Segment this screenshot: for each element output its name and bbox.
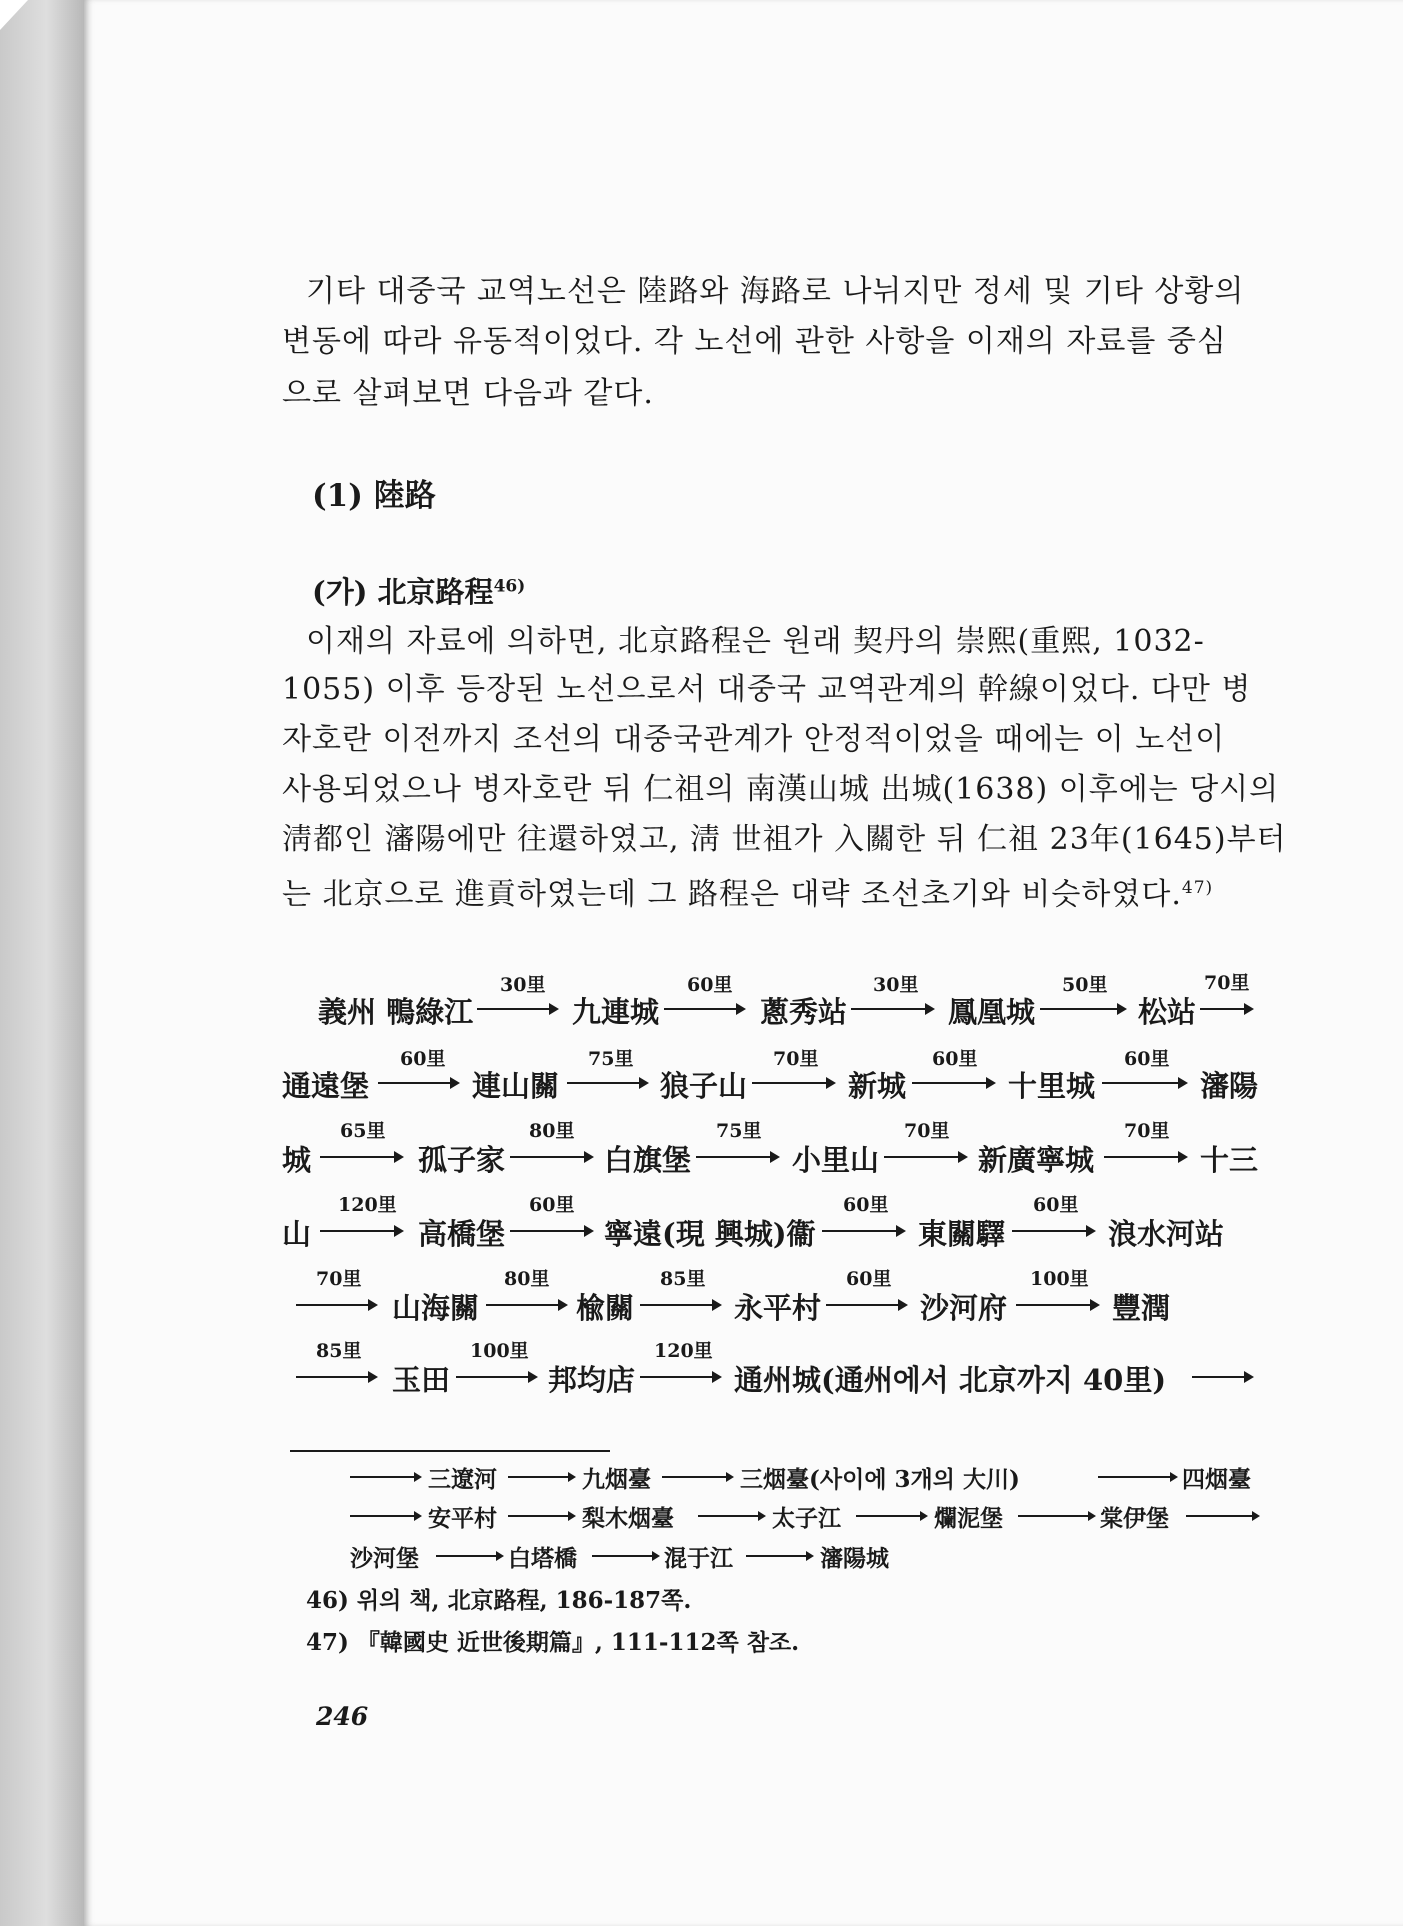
route-arrow — [1018, 1515, 1094, 1517]
route-arrow — [1102, 1082, 1186, 1084]
route-distance: 60里 — [1124, 1048, 1170, 1070]
route-distance: 60里 — [687, 974, 733, 996]
route-arrow — [567, 1082, 647, 1084]
route-arrow — [1200, 1008, 1252, 1010]
route-place: 玉田 — [392, 1363, 451, 1397]
route-place: 永平村 — [734, 1291, 822, 1325]
route-arrow — [1186, 1515, 1258, 1517]
paragraph1-line2: 변동에 따라 유동적이었다. 각 노선에 관한 사항을 이재의 자료를 중심 — [282, 324, 1227, 359]
route-arrow — [510, 1230, 592, 1232]
route-arrow — [662, 1476, 732, 1478]
route-arrow — [378, 1082, 458, 1084]
route-distance: 60里 — [846, 1268, 892, 1290]
route-arrow — [320, 1156, 402, 1158]
route-distance: 120里 — [654, 1340, 713, 1362]
route-arrow — [856, 1515, 926, 1517]
route-arrow — [822, 1230, 904, 1232]
route-place: 松站 — [1138, 995, 1197, 1029]
route-distance: 75里 — [716, 1120, 762, 1142]
route-place: 瀋陽 — [1200, 1069, 1259, 1103]
route-arrow — [1040, 1008, 1125, 1010]
route-distance: 70里 — [1204, 972, 1250, 994]
route-arrow — [508, 1515, 574, 1517]
route-place: 連山關 — [472, 1069, 560, 1103]
route-arrow — [350, 1515, 420, 1517]
route-place: 新城 — [848, 1069, 907, 1103]
route-distance: 80里 — [529, 1120, 575, 1142]
route-place: 山海關 — [392, 1291, 480, 1325]
page-number: 246 — [316, 1702, 369, 1731]
footnote-place: 梨木烟臺 — [582, 1505, 674, 1532]
route-place: 寧遠(現 興城)衞 — [604, 1217, 816, 1251]
route-distance: 120里 — [338, 1194, 397, 1216]
route-arrow — [884, 1156, 966, 1158]
paragraph2-line4: 사용되었으나 병자호란 뒤 仁祖의 南漢山城 出城(1638) 이후에는 당시의 — [282, 772, 1280, 807]
route-distance: 60里 — [843, 1194, 889, 1216]
route-distance: 80里 — [504, 1268, 550, 1290]
route-distance: 65里 — [340, 1120, 386, 1142]
route-place: 孤子家 — [418, 1143, 506, 1177]
paragraph2-line2: 1055) 이후 등장된 노선으로서 대중국 교역관계의 幹線이었다. 다만 병 — [282, 672, 1252, 707]
route-place: 楡關 — [576, 1291, 635, 1325]
route-arrow — [851, 1008, 933, 1010]
route-arrow — [1016, 1304, 1098, 1306]
route-distance: 60里 — [529, 1194, 575, 1216]
route-place: 東關驛 — [918, 1217, 1006, 1251]
footnote-ref-47: 47) — [1181, 878, 1214, 898]
route-arrow — [698, 1515, 764, 1517]
route-arrow — [826, 1304, 906, 1306]
route-arrow — [592, 1555, 658, 1557]
route-arrow — [510, 1156, 592, 1158]
route-distance: 30里 — [873, 974, 919, 996]
route-arrow — [912, 1082, 994, 1084]
book-spine — [0, 0, 84, 1926]
route-distance: 30里 — [500, 974, 546, 996]
footnote-place: 太子江 — [772, 1505, 841, 1532]
route-place: 沙河府 — [920, 1291, 1008, 1325]
route-arrow — [696, 1156, 778, 1158]
route-place: 十三 — [1200, 1143, 1259, 1177]
route-place: 豐潤 — [1112, 1291, 1171, 1325]
route-place: 通遠堡 — [282, 1069, 370, 1103]
footnote-place: 九烟臺 — [582, 1466, 651, 1493]
footnote-place: 三遼河 — [428, 1466, 497, 1493]
route-arrow — [456, 1376, 536, 1378]
paragraph2-line1: 이재의 자료에 의하면, 北京路程은 원래 契丹의 崇熙(重熙, 1032- — [306, 624, 1205, 659]
route-distance: 100里 — [470, 1340, 529, 1362]
route-arrow — [436, 1555, 502, 1557]
route-distance: 60里 — [932, 1048, 978, 1070]
route-arrow — [1104, 1156, 1186, 1158]
route-place: 山 — [282, 1217, 312, 1251]
route-place: 狼子山 — [660, 1069, 748, 1103]
route-place: 蔥秀站 — [760, 995, 848, 1029]
route-arrow — [296, 1304, 376, 1306]
route-place: 邦均店 — [548, 1363, 636, 1397]
paragraph2-line5: 淸都인 瀋陽에만 往還하였고, 淸 世祖가 入關한 뒤 仁祖 23年(1645)부터 — [282, 822, 1287, 857]
paragraph1-line3: 으로 살펴보면 다음과 같다. — [282, 376, 654, 411]
route-place: 高橋堡 — [418, 1217, 506, 1251]
route-arrow — [486, 1304, 566, 1306]
route-place: 小里山 — [792, 1143, 880, 1177]
route-arrow — [1098, 1476, 1176, 1478]
paragraph2-line6-text: 는 北京으로 進貢하였는데 그 路程은 대략 조선초기와 비슷하였다. — [282, 877, 1182, 912]
paragraph2-line6 — [282, 866, 1213, 917]
paragraph2-line3: 자호란 이전까지 조선의 대중국관계가 안정적이었을 때에는 이 노선이 — [282, 722, 1226, 757]
route-arrow — [746, 1555, 812, 1557]
route-distance: 50里 — [1062, 974, 1108, 996]
route-place: 十里城 — [1008, 1069, 1096, 1103]
route-distance: 75里 — [588, 1048, 634, 1070]
footnote-place: 三烟臺(사이에 3개의 大川) — [740, 1466, 1020, 1493]
route-arrow — [320, 1230, 402, 1232]
route-distance: 70里 — [904, 1120, 950, 1142]
subsection-heading — [312, 570, 525, 611]
footnote-rule — [290, 1450, 610, 1452]
route-distance: 85里 — [316, 1340, 362, 1362]
footnote-ref-46: 46) — [493, 576, 526, 597]
route-arrow — [664, 1008, 744, 1010]
route-distance: 70里 — [1124, 1120, 1170, 1142]
route-arrow — [477, 1008, 557, 1010]
route-arrow — [752, 1082, 834, 1084]
paragraph1-line1: 기타 대중국 교역노선은 陸路와 海路로 나뉘지만 정세 및 기타 상황의 — [306, 274, 1245, 309]
subsection-title: (가) 北京路程 — [312, 575, 494, 609]
route-distance: 70里 — [773, 1048, 819, 1070]
footnote-place: 安平村 — [428, 1505, 497, 1532]
route-arrow — [1012, 1230, 1094, 1232]
route-place: 通州城(通州에서 北京까지 40里) — [734, 1363, 1167, 1397]
route-place: 新廣寧城 — [978, 1143, 1095, 1177]
footnote-47: 47) 『韓國史 近世後期篇』, 111-112쪽 참조. — [306, 1629, 800, 1656]
route-arrow — [350, 1476, 420, 1478]
route-place: 城 — [282, 1143, 312, 1177]
route-distance: 60里 — [400, 1048, 446, 1070]
route-place: 浪水河站 — [1108, 1217, 1225, 1251]
footnote-46: 46) 위의 책, 北京路程, 186-187쪽. — [306, 1587, 692, 1614]
route-arrow — [508, 1476, 574, 1478]
footnote-place: 棠伊堡 — [1100, 1505, 1169, 1532]
route-arrow — [1192, 1376, 1252, 1378]
route-distance: 70里 — [316, 1268, 362, 1290]
section-heading: (1) 陸路 — [312, 478, 436, 514]
route-place: 白旗堡 — [604, 1143, 692, 1177]
route-place: 義州 鴨綠江 — [318, 995, 474, 1029]
footnote-place: 四烟臺 — [1182, 1466, 1251, 1493]
footnote-place: 沙河堡 — [350, 1545, 419, 1572]
route-place: 九連城 — [572, 995, 660, 1029]
route-place: 鳳凰城 — [948, 995, 1036, 1029]
footnote-place: 混于江 — [664, 1545, 733, 1572]
footnote-place: 爛泥堡 — [934, 1505, 1003, 1532]
footnote-place: 瀋陽城 — [820, 1545, 889, 1572]
route-arrow — [640, 1304, 720, 1306]
route-distance: 60里 — [1033, 1194, 1079, 1216]
route-arrow — [296, 1376, 376, 1378]
route-distance: 85里 — [660, 1268, 706, 1290]
route-arrow — [640, 1376, 720, 1378]
footnote-place: 白塔橋 — [508, 1545, 577, 1572]
route-distance: 100里 — [1030, 1268, 1089, 1290]
